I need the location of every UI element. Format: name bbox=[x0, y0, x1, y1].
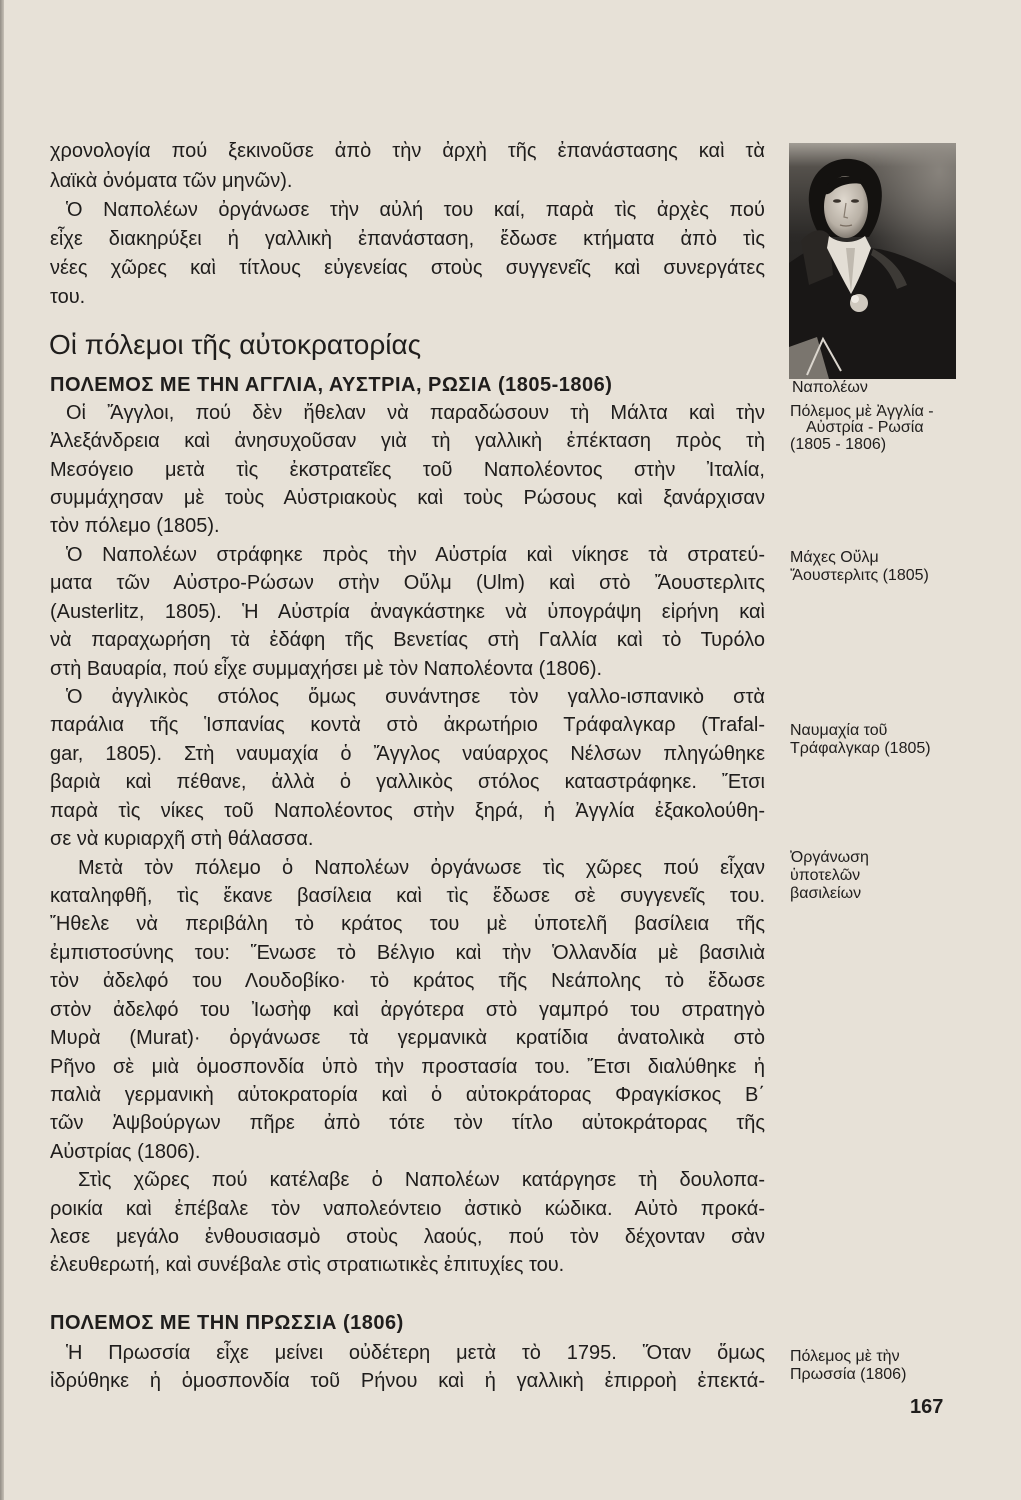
margin-note bbox=[790, 404, 934, 454]
margin-note-line: Ἄουστερλιτς (1805) bbox=[790, 567, 929, 584]
text-line: Ὁ ἀγγλικὸς στόλος ὅμως συνάντησε τὸν γαλλο-ισπανικὸ στὰ bbox=[66, 686, 765, 709]
margin-note-line: Αὐστρία - Ρωσία bbox=[806, 419, 924, 437]
subsection-heading: ΠΟΛΕΜΟΣ ΜΕ ΤΗΝ ΑΓΓΛΙΑ, ΑΥΣΤΡΙΑ, ΡΩΣΙΑ (1805-1806) bbox=[50, 374, 613, 396]
text-line: Ἀλεξάνδρεια καὶ ἀνησυχοῦσαν γιὰ τὴ γαλλικὴ ἐπέκταση πρὸς τὴ bbox=[50, 430, 765, 453]
margin-note-line: Μάχες Οὔλμ bbox=[790, 549, 879, 566]
portrait-caption: Ναπολέων bbox=[792, 379, 868, 396]
paragraph bbox=[50, 196, 765, 313]
text-line: ἐμπιστοσύνης του: Ἕνωσε τὸ Βέλγιο καὶ τὴν Ὁλλανδία μὲ βασιλιὰ bbox=[50, 941, 765, 964]
margin-note-line: βασιλείων bbox=[790, 885, 862, 902]
text-line: εἶχε διακηρύξει ἡ γαλλικὴ ἐπανάσταση, ἔδωσε κτήματα ἀπὸ τὶς bbox=[50, 227, 765, 250]
margin-note-line: Πόλεμος μὲ Ἀγγλία - bbox=[790, 402, 934, 420]
text-line: ἐλευθερωτή, καὶ συνέβαλε στὶς στρατιωτικὲς ἐπιτυχίες του. bbox=[50, 1254, 565, 1277]
margin-note-line: (1805 - 1806) bbox=[790, 435, 887, 453]
text-line: Μυρὰ (Murat)· ὀργάνωσε τὰ γερμανικὰ κρατίδια ἀνατολικὰ στὸ bbox=[50, 1027, 765, 1050]
text-line: Ὁ Ναπολέων ὀργάνωσε τὴν αὐλή του καί, παρὰ τὶς ἀρχὲς πού bbox=[66, 198, 765, 221]
margin-note-line: ὑποτελῶν bbox=[790, 867, 861, 884]
text-line: ροικία καὶ ἐπέβαλε τὸν ναπολεόντειο ἀστικὸ κώδικα. Αὐτὸ προκά- bbox=[50, 1197, 765, 1220]
text-line: Ἤθελε νὰ περιβάλη τὸ κράτος του μὲ ὑποτελῆ βασίλεια τῆς bbox=[50, 913, 765, 936]
paragraph bbox=[50, 399, 765, 541]
margin-note bbox=[790, 849, 869, 903]
page-edge bbox=[0, 0, 4, 1500]
text-line: του. bbox=[50, 286, 86, 309]
text-line: Μεσόγειο μετὰ τὶς ἐκστρατεῖες τοῦ Ναπολέοντος στὴν Ἰταλία, bbox=[50, 458, 765, 481]
portrait-image bbox=[789, 143, 956, 379]
section-body bbox=[50, 1339, 765, 1396]
paragraph bbox=[50, 1166, 765, 1280]
text-line: Ὁ Ναπολέων στράφηκε πρὸς τὴν Αὐστρία καὶ νίκησε τὰ στρατεύ- bbox=[66, 543, 765, 566]
section-title: Οἱ πόλεμοι τῆς αὐτοκρατορίας bbox=[49, 329, 422, 360]
text-line: gar, 1805). Στὴ ναυμαχία ὁ Ἄγγλος ναύαρχος Νέλσων πληγώθηκε bbox=[50, 742, 765, 765]
text-line: νὰ παραχωρήση τὰ ἐδάφη τῆς Βενετίας στὴ Γαλλία καὶ τὸ Τυρόλο bbox=[50, 629, 765, 652]
text-line: καταληφθῆ, τὶς ἔκανε βασίλεια καὶ τὶς ἔδωσε σὲ συγγενεῖς του. bbox=[50, 884, 765, 907]
paragraph bbox=[50, 541, 765, 683]
text-line: τὸν πόλεμο (1805). bbox=[50, 515, 220, 538]
text-line: χρονολογία πού ξεκινοῦσε ἀπὸ τὴν ἀρχὴ τῆς ἐπανάστασης καὶ τὰ bbox=[50, 140, 765, 163]
margin-note bbox=[790, 549, 929, 585]
text-line: Μετὰ τὸν πόλεμο ὁ Ναπολέων ὀργάνωσε τὶς χῶρες πού εἶχαν bbox=[78, 856, 765, 879]
margin-note-line: Πρωσσία (1806) bbox=[790, 1366, 907, 1383]
text-line: ἱδρύθηκε ἡ ὁμοσπονδία τοῦ Ρήνου καὶ ἡ γαλλικὴ ἐπιρροὴ ἐπεκτά- bbox=[50, 1370, 765, 1393]
text-line: Ἡ Πρωσσία εἶχε μείνει οὐδέτερη μετὰ τὸ 1795. Ὅταν ὅμως bbox=[66, 1342, 765, 1364]
subsection-heading: ΠΟΛΕΜΟΣ ΜΕ ΤΗΝ ΠΡΩΣΣΙΑ (1806) bbox=[50, 1312, 404, 1334]
paragraph bbox=[50, 683, 765, 854]
paragraph bbox=[50, 137, 765, 195]
text-line: λαϊκὰ ὀνόματα τῶν μηνῶν). bbox=[50, 169, 293, 192]
margin-note-line: Τράφαλγκαρ (1805) bbox=[790, 740, 931, 757]
text-line: Οἱ Ἄγγλοι, πού δὲν ἤθελαν νὰ παραδώσουν τὴ Μάλτα καὶ τὴν bbox=[66, 401, 765, 424]
margin-note bbox=[790, 722, 931, 758]
margin-note-line: Ναυμαχία τοῦ bbox=[790, 722, 888, 739]
text-line: σε νὰ κυριαρχῆ στὴ θάλασσα. bbox=[50, 828, 314, 851]
text-line: Αὐστρίας (1806). bbox=[50, 1140, 201, 1163]
margin-note-line: Ὀργάνωση bbox=[790, 849, 869, 866]
text-line: βαριὰ καὶ πέθανε, ἀλλὰ ὁ γαλλικὸς στόλος καταστράφηκε. Ἔτσι bbox=[50, 771, 765, 794]
text-line: παρὰ τὶς νίκες τοῦ Ναπολέοντος στὴν ξηρά, ἡ Ἀγγλία ἐξακολούθη- bbox=[50, 799, 765, 822]
margin-note bbox=[790, 1348, 906, 1384]
text-line: στὴ Βαυαρία, πού εἶχε συμμαχήσει μὲ τὸν Ναπολέοντα (1806). bbox=[50, 657, 603, 680]
page-number: 167 bbox=[910, 1396, 944, 1418]
section-body bbox=[50, 399, 765, 1280]
paragraph bbox=[50, 1339, 765, 1396]
text-line: νέες χῶρες καὶ τίτλους εὐγενείας στοὺς συγγενεῖς καὶ συνεργάτες bbox=[50, 257, 765, 280]
paragraph bbox=[50, 854, 765, 1167]
text-line: Στὶς χῶρες πού κατέλαβε ὁ Ναπολέων κατάργησε τὴ δουλοπα- bbox=[78, 1169, 765, 1192]
text-line: ματα τῶν Αὐστρο-Ρώσων στὴν Οὔλμ (Ulm) καὶ στὸ Ἄουστερλιτς bbox=[50, 572, 765, 595]
text-line: παράλια τῆς Ἱσπανίας κοντὰ στὸ ἀκρωτήριο Τράφαλγκαρ (Trafal- bbox=[50, 714, 765, 737]
text-line: παλιὰ γερμανικὴ αὐτοκρατορία καὶ ὁ αὐτοκράτορας Φραγκίσκος Β΄ bbox=[50, 1083, 765, 1106]
intro-text bbox=[50, 137, 765, 312]
margin-note-line: Πόλεμος μὲ τὴν bbox=[790, 1348, 900, 1365]
napoleon-portrait bbox=[789, 143, 956, 379]
text-line: Ρῆνο σὲ μιὰ ὁμοσπονδία ὑπὸ τὴν προστασία του. Ἔτσι διαλύθηκε ἡ bbox=[50, 1055, 765, 1078]
text-line: συμμάχησαν μὲ τοὺς Αὐστριακοὺς καὶ τοὺς Ρώσους καὶ ξανάρχισαν bbox=[50, 487, 765, 510]
text-line: τὸν ἀδελφό του Λουδοβίκο· τὸ κράτος τῆς Νεάπολης τὸ ἔδωσε bbox=[50, 970, 765, 993]
text-line: στὸν ἀδελφό του Ἰωσὴφ καὶ ἀργότερα στὸ γαμπρό του στρατηγὸ bbox=[50, 998, 765, 1021]
text-line: τῶν Ἁψβούργων πῆρε ἀπὸ τότε τὸν τίτλο αὐτοκράτορας τῆς bbox=[50, 1112, 765, 1135]
text-line: λεσε μεγάλο ἐνθουσιασμὸ στοὺς λαούς, πού τὸν δέχονταν σὰν bbox=[50, 1226, 765, 1249]
text-line: (Austerlitz, 1805). Ἡ Αὐστρία ἀναγκάστηκε νὰ ὑπογράψη εἰρήνη καὶ bbox=[50, 600, 765, 623]
